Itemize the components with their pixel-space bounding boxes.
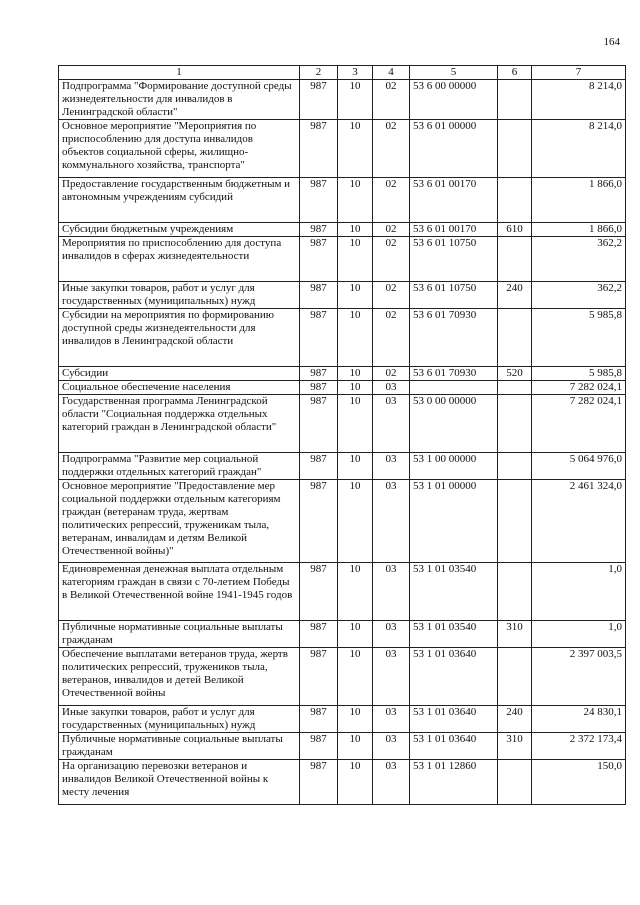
row-section: 10 [338,223,373,237]
row-ministry-code: 987 [300,237,338,282]
table-row [59,706,626,733]
row-name: Обеспечение выплатами ветеранов труда, жертв политических репрессий, тружеников тыла, ветеранов, инвалидов и детей Великой Отечественной войны [59,648,300,706]
row-expense-type: 610 [498,223,532,237]
row-amount: 2 461 324,0 [532,480,626,563]
row-ministry-code: 987 [300,480,338,563]
row-ministry-code: 987 [300,223,338,237]
row-target-article: 53 0 00 00000 [410,395,498,453]
row-name: Основное мероприятие "Предоставление мер социальной поддержки отдельным категориям граждан (ветеранам труда, жертвам политических репрессий, труженикам тыла, ветеранам, инвалидам и детям Великой Отечественной войны)" [59,480,300,563]
table-row [59,733,626,760]
row-name: Государственная программа Ленинградской области "Социальная поддержка отдельных категорий граждан в Ленинградской области" [59,395,300,453]
row-section: 10 [338,80,373,120]
row-ministry-code: 987 [300,621,338,648]
header-col-5: 5 [410,66,498,80]
header-col-4: 4 [373,66,410,80]
row-section: 10 [338,648,373,706]
row-name: Субсидии [59,367,300,381]
row-subsection: 02 [373,120,410,178]
row-expense-type: 310 [498,621,532,648]
row-subsection: 03 [373,395,410,453]
row-name: Основное мероприятие "Мероприятия по приспособлению для доступа инвалидов объектов социальной сферы, жилищно-коммунального хозяйства, транспорта" [59,120,300,178]
row-target-article: 53 1 01 03640 [410,648,498,706]
row-target-article: 53 6 00 00000 [410,80,498,120]
row-amount: 7 282 024,1 [532,395,626,453]
row-name: Мероприятия по приспособлению для доступа инвалидов в сферах жизнедеятельности [59,237,300,282]
row-section: 10 [338,563,373,621]
row-expense-type [498,480,532,563]
row-section: 10 [338,381,373,395]
table-row [59,80,626,120]
row-subsection: 03 [373,621,410,648]
row-amount: 5 985,8 [532,367,626,381]
row-expense-type [498,120,532,178]
row-section: 10 [338,120,373,178]
row-target-article: 53 1 01 00000 [410,480,498,563]
row-name: Субсидии на мероприятия по формированию доступной среды жизнедеятельности для инвалидов в Ленинградской области [59,309,300,367]
row-amount: 24 830,1 [532,706,626,733]
row-amount: 8 214,0 [532,120,626,178]
table-row [59,282,626,309]
row-target-article: 53 1 01 03640 [410,706,498,733]
row-subsection: 02 [373,178,410,223]
row-expense-type: 520 [498,367,532,381]
row-ministry-code: 987 [300,706,338,733]
table-row [59,223,626,237]
row-amount: 8 214,0 [532,80,626,120]
row-subsection: 02 [373,237,410,282]
row-amount: 362,2 [532,237,626,282]
row-name: Единовременная денежная выплата отдельным категориям граждан в связи с 70-летием Победы в Великой Отечественной войне 1941-1945 годов [59,563,300,621]
row-ministry-code: 987 [300,760,338,805]
row-amount: 1 866,0 [532,223,626,237]
row-section: 10 [338,480,373,563]
row-name: Субсидии бюджетным учреждениям [59,223,300,237]
row-ministry-code: 987 [300,367,338,381]
row-ministry-code: 987 [300,178,338,223]
row-expense-type: 310 [498,733,532,760]
row-target-article: 53 1 01 03540 [410,621,498,648]
row-expense-type [498,178,532,223]
header-col-7: 7 [532,66,626,80]
row-name: Подпрограмма "Развитие мер социальной поддержки отдельных категорий граждан" [59,453,300,480]
row-amount: 2 397 003,5 [532,648,626,706]
table-row [59,453,626,480]
row-section: 10 [338,367,373,381]
row-ministry-code: 987 [300,120,338,178]
row-expense-type [498,309,532,367]
row-name: Предоставление государственным бюджетным и автономным учреждениям субсидий [59,178,300,223]
budget-table [58,65,626,805]
row-section: 10 [338,282,373,309]
row-section: 10 [338,706,373,733]
row-expense-type [498,381,532,395]
row-ministry-code: 987 [300,453,338,480]
row-section: 10 [338,309,373,367]
row-subsection: 03 [373,381,410,395]
row-amount: 1,0 [532,563,626,621]
row-expense-type [498,648,532,706]
row-subsection: 02 [373,282,410,309]
header-col-3: 3 [338,66,373,80]
row-ministry-code: 987 [300,733,338,760]
row-expense-type [498,395,532,453]
row-subsection: 03 [373,563,410,621]
row-amount: 5 985,8 [532,309,626,367]
row-subsection: 02 [373,223,410,237]
row-section: 10 [338,733,373,760]
row-subsection: 03 [373,453,410,480]
row-expense-type: 240 [498,706,532,733]
row-subsection: 02 [373,80,410,120]
row-name: Подпрограмма "Формирование доступной среды жизнедеятельности для инвалидов в Ленинградской области" [59,80,300,120]
row-expense-type [498,237,532,282]
row-subsection: 03 [373,648,410,706]
row-name: Иные закупки товаров, работ и услуг для государственных (муниципальных) нужд [59,282,300,309]
header-col-1: 1 [59,66,300,80]
row-subsection: 03 [373,480,410,563]
table-row [59,621,626,648]
row-target-article: 53 6 01 10750 [410,237,498,282]
table-row [59,367,626,381]
row-section: 10 [338,395,373,453]
row-target-article: 53 6 01 70930 [410,309,498,367]
header-col-6: 6 [498,66,532,80]
row-target-article [410,381,498,395]
table-row [59,120,626,178]
row-ministry-code: 987 [300,381,338,395]
row-target-article: 53 6 01 10750 [410,282,498,309]
row-amount: 1 866,0 [532,178,626,223]
row-amount: 1,0 [532,621,626,648]
row-section: 10 [338,237,373,282]
row-subsection: 03 [373,760,410,805]
row-amount: 362,2 [532,282,626,309]
row-expense-type [498,80,532,120]
row-target-article: 53 1 01 12860 [410,760,498,805]
row-expense-type [498,760,532,805]
table-row [59,760,626,805]
table-row [59,395,626,453]
row-expense-type [498,453,532,480]
row-ministry-code: 987 [300,80,338,120]
row-amount: 2 372 173,4 [532,733,626,760]
row-section: 10 [338,621,373,648]
row-name: Публичные нормативные социальные выплаты гражданам [59,621,300,648]
row-amount: 5 064 976,0 [532,453,626,480]
row-target-article: 53 6 01 00000 [410,120,498,178]
row-name: Социальное обеспечение населения [59,381,300,395]
table-row [59,563,626,621]
row-target-article: 53 6 01 00170 [410,178,498,223]
row-section: 10 [338,760,373,805]
row-expense-type: 240 [498,282,532,309]
row-amount: 7 282 024,1 [532,381,626,395]
row-expense-type [498,563,532,621]
row-ministry-code: 987 [300,282,338,309]
row-name: Иные закупки товаров, работ и услуг для государственных (муниципальных) нужд [59,706,300,733]
row-section: 10 [338,178,373,223]
row-target-article: 53 6 01 00170 [410,223,498,237]
row-ministry-code: 987 [300,563,338,621]
table-row [59,178,626,223]
row-section: 10 [338,453,373,480]
table-row [59,237,626,282]
row-target-article: 53 6 01 70930 [410,367,498,381]
row-target-article: 53 1 01 03640 [410,733,498,760]
header-col-2: 2 [300,66,338,80]
row-name: Публичные нормативные социальные выплаты гражданам [59,733,300,760]
row-ministry-code: 987 [300,648,338,706]
row-target-article: 53 1 00 00000 [410,453,498,480]
row-name: На организацию перевозки ветеранов и инвалидов Великой Отечественной войны к месту лечения [59,760,300,805]
row-subsection: 02 [373,309,410,367]
row-ministry-code: 987 [300,395,338,453]
page-number: 164 [603,36,620,48]
row-amount: 150,0 [532,760,626,805]
row-target-article: 53 1 01 03540 [410,563,498,621]
row-subsection: 02 [373,367,410,381]
row-subsection: 03 [373,733,410,760]
row-subsection: 03 [373,706,410,733]
table-row [59,381,626,395]
table-row [59,648,626,706]
table-row [59,480,626,563]
table-row [59,309,626,367]
row-ministry-code: 987 [300,309,338,367]
header-row [59,66,626,80]
